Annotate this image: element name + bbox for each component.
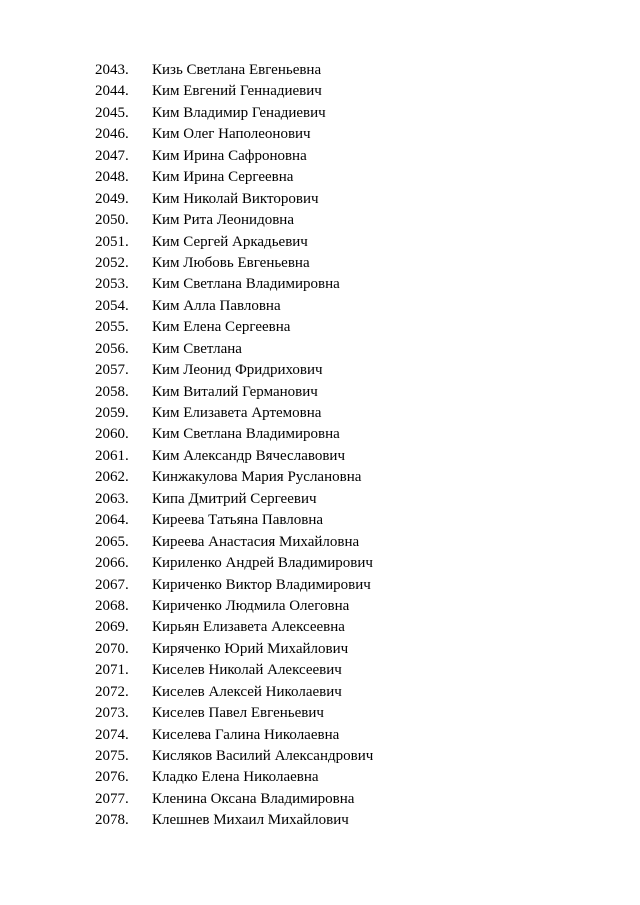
list-item [95,146,373,167]
list-item [95,60,373,81]
item-name: Ким Светлана Владимировна [152,426,340,443]
list-item [95,296,373,317]
item-number: 2045. [95,104,129,121]
list-item [95,167,373,188]
item-name: Кипа Дмитрий Сергеевич [152,490,317,507]
item-name: Ким Ирина Сергеевна [152,169,294,186]
list-item [95,553,373,574]
list-item [95,532,373,553]
item-number: 2067. [95,576,129,593]
item-number: 2064. [95,512,129,529]
item-number: 2047. [95,147,129,164]
item-name: Киселев Николай Алексеевич [152,662,342,679]
item-number: 2073. [95,705,129,722]
list-item [95,810,373,831]
item-number: 2071. [95,662,129,679]
item-name: Ким Евгений Геннадиевич [152,83,322,100]
item-name: Ким Елена Сергеевна [152,319,291,336]
item-number: 2046. [95,126,129,143]
item-name: Ким Александр Вячеславович [152,447,345,464]
item-number: 2062. [95,469,129,486]
list-item [95,617,373,638]
list-item [95,103,373,124]
list-item [95,274,373,295]
item-name: Ким Виталий Германович [152,383,318,400]
item-name: Киряченко Юрий Михайлович [152,640,349,657]
item-name: Ким Алла Павловна [152,297,281,314]
item-name: Ким Леонид Фридрихович [152,362,323,379]
item-name: Кириченко Виктор Владимирович [152,576,371,593]
list-item [95,446,373,467]
item-number: 2076. [95,769,129,786]
list-item [95,489,373,510]
item-number: 2058. [95,383,129,400]
list-item [95,382,373,403]
list-item [95,189,373,210]
item-name: Киселева Галина Николаевна [152,726,340,743]
item-number: 2051. [95,233,129,250]
name-list [95,60,373,832]
item-name: Кириленко Андрей Владимирович [152,555,373,572]
item-name: Киселев Павел Евгеньевич [152,705,324,722]
list-item [95,510,373,531]
list-item [95,575,373,596]
item-name: Ким Елизавета Артемовна [152,405,322,421]
item-number: 2061. [95,447,129,464]
item-number: 2043. [95,62,129,78]
item-name: Киреева Анастасия Михайловна [152,533,360,550]
list-item [95,660,373,681]
list-item [95,596,373,617]
item-number: 2060. [95,426,129,443]
list-item [95,639,373,660]
list-item [95,703,373,724]
item-number: 2050. [95,212,129,229]
item-number: 2056. [95,340,129,357]
item-number: 2053. [95,276,129,293]
item-number: 2075. [95,748,129,764]
list-item [95,424,373,445]
item-name: Ким Светлана Владимировна [152,276,340,293]
item-number: 2070. [95,640,129,657]
item-name: Кладко Елена Николаевна [152,769,319,786]
item-name: Ким Рита Леонидовна [152,212,294,229]
list-item [95,403,373,424]
item-number: 2068. [95,597,129,614]
list-item [95,124,373,145]
list-item [95,789,373,810]
list-item [95,360,373,381]
list-item [95,339,373,360]
list-item [95,467,373,488]
list-item [95,317,373,338]
item-name: Кинжакулова Мария Руслановна [152,469,362,486]
item-name: Кленина Оксана Владимировна [152,790,355,807]
item-number: 2066. [95,555,129,572]
item-number: 2077. [95,790,129,807]
item-number: 2048. [95,169,129,186]
item-number: 2069. [95,619,129,636]
item-name: Кирьян Елизавета Алексеевна [152,619,345,636]
list-item [95,682,373,703]
item-name: Кизь Светлана Евгеньевна [152,62,322,78]
list-item [95,81,373,102]
list-item [95,210,373,231]
item-name: Кириченко Людмила Олеговна [152,597,350,614]
item-name: Ким Светлана [152,340,242,357]
list-item [95,725,373,746]
item-number: 2049. [95,190,129,207]
item-name: Ким Сергей Аркадьевич [152,233,308,250]
item-name: Киреева Татьяна Павловна [152,512,324,529]
list-item [95,746,373,767]
list-item [95,767,373,788]
item-number: 2078. [95,812,129,829]
list-item [95,253,373,274]
item-number: 2052. [95,254,129,271]
item-name: Ким Николай Викторович [152,190,319,207]
item-number: 2044. [95,83,129,100]
item-name: Клешнев Михаил Михайлович [152,812,349,829]
item-number: 2059. [95,405,129,421]
item-number: 2057. [95,362,129,379]
item-name: Ким Любовь Евгеньевна [152,254,310,271]
item-number: 2065. [95,533,129,550]
item-number: 2054. [95,297,129,314]
list-item [95,232,373,253]
item-name: Кисляков Василий Александрович [152,748,374,764]
item-number: 2055. [95,319,129,336]
item-name: Киселев Алексей Николаевич [152,683,342,700]
item-name: Ким Ирина Сафроновна [152,147,307,164]
item-number: 2074. [95,726,129,743]
item-name: Ким Владимир Генадиевич [152,104,326,121]
item-name: Ким Олег Наполеонович [152,126,311,143]
item-number: 2063. [95,490,129,507]
item-number: 2072. [95,683,129,700]
